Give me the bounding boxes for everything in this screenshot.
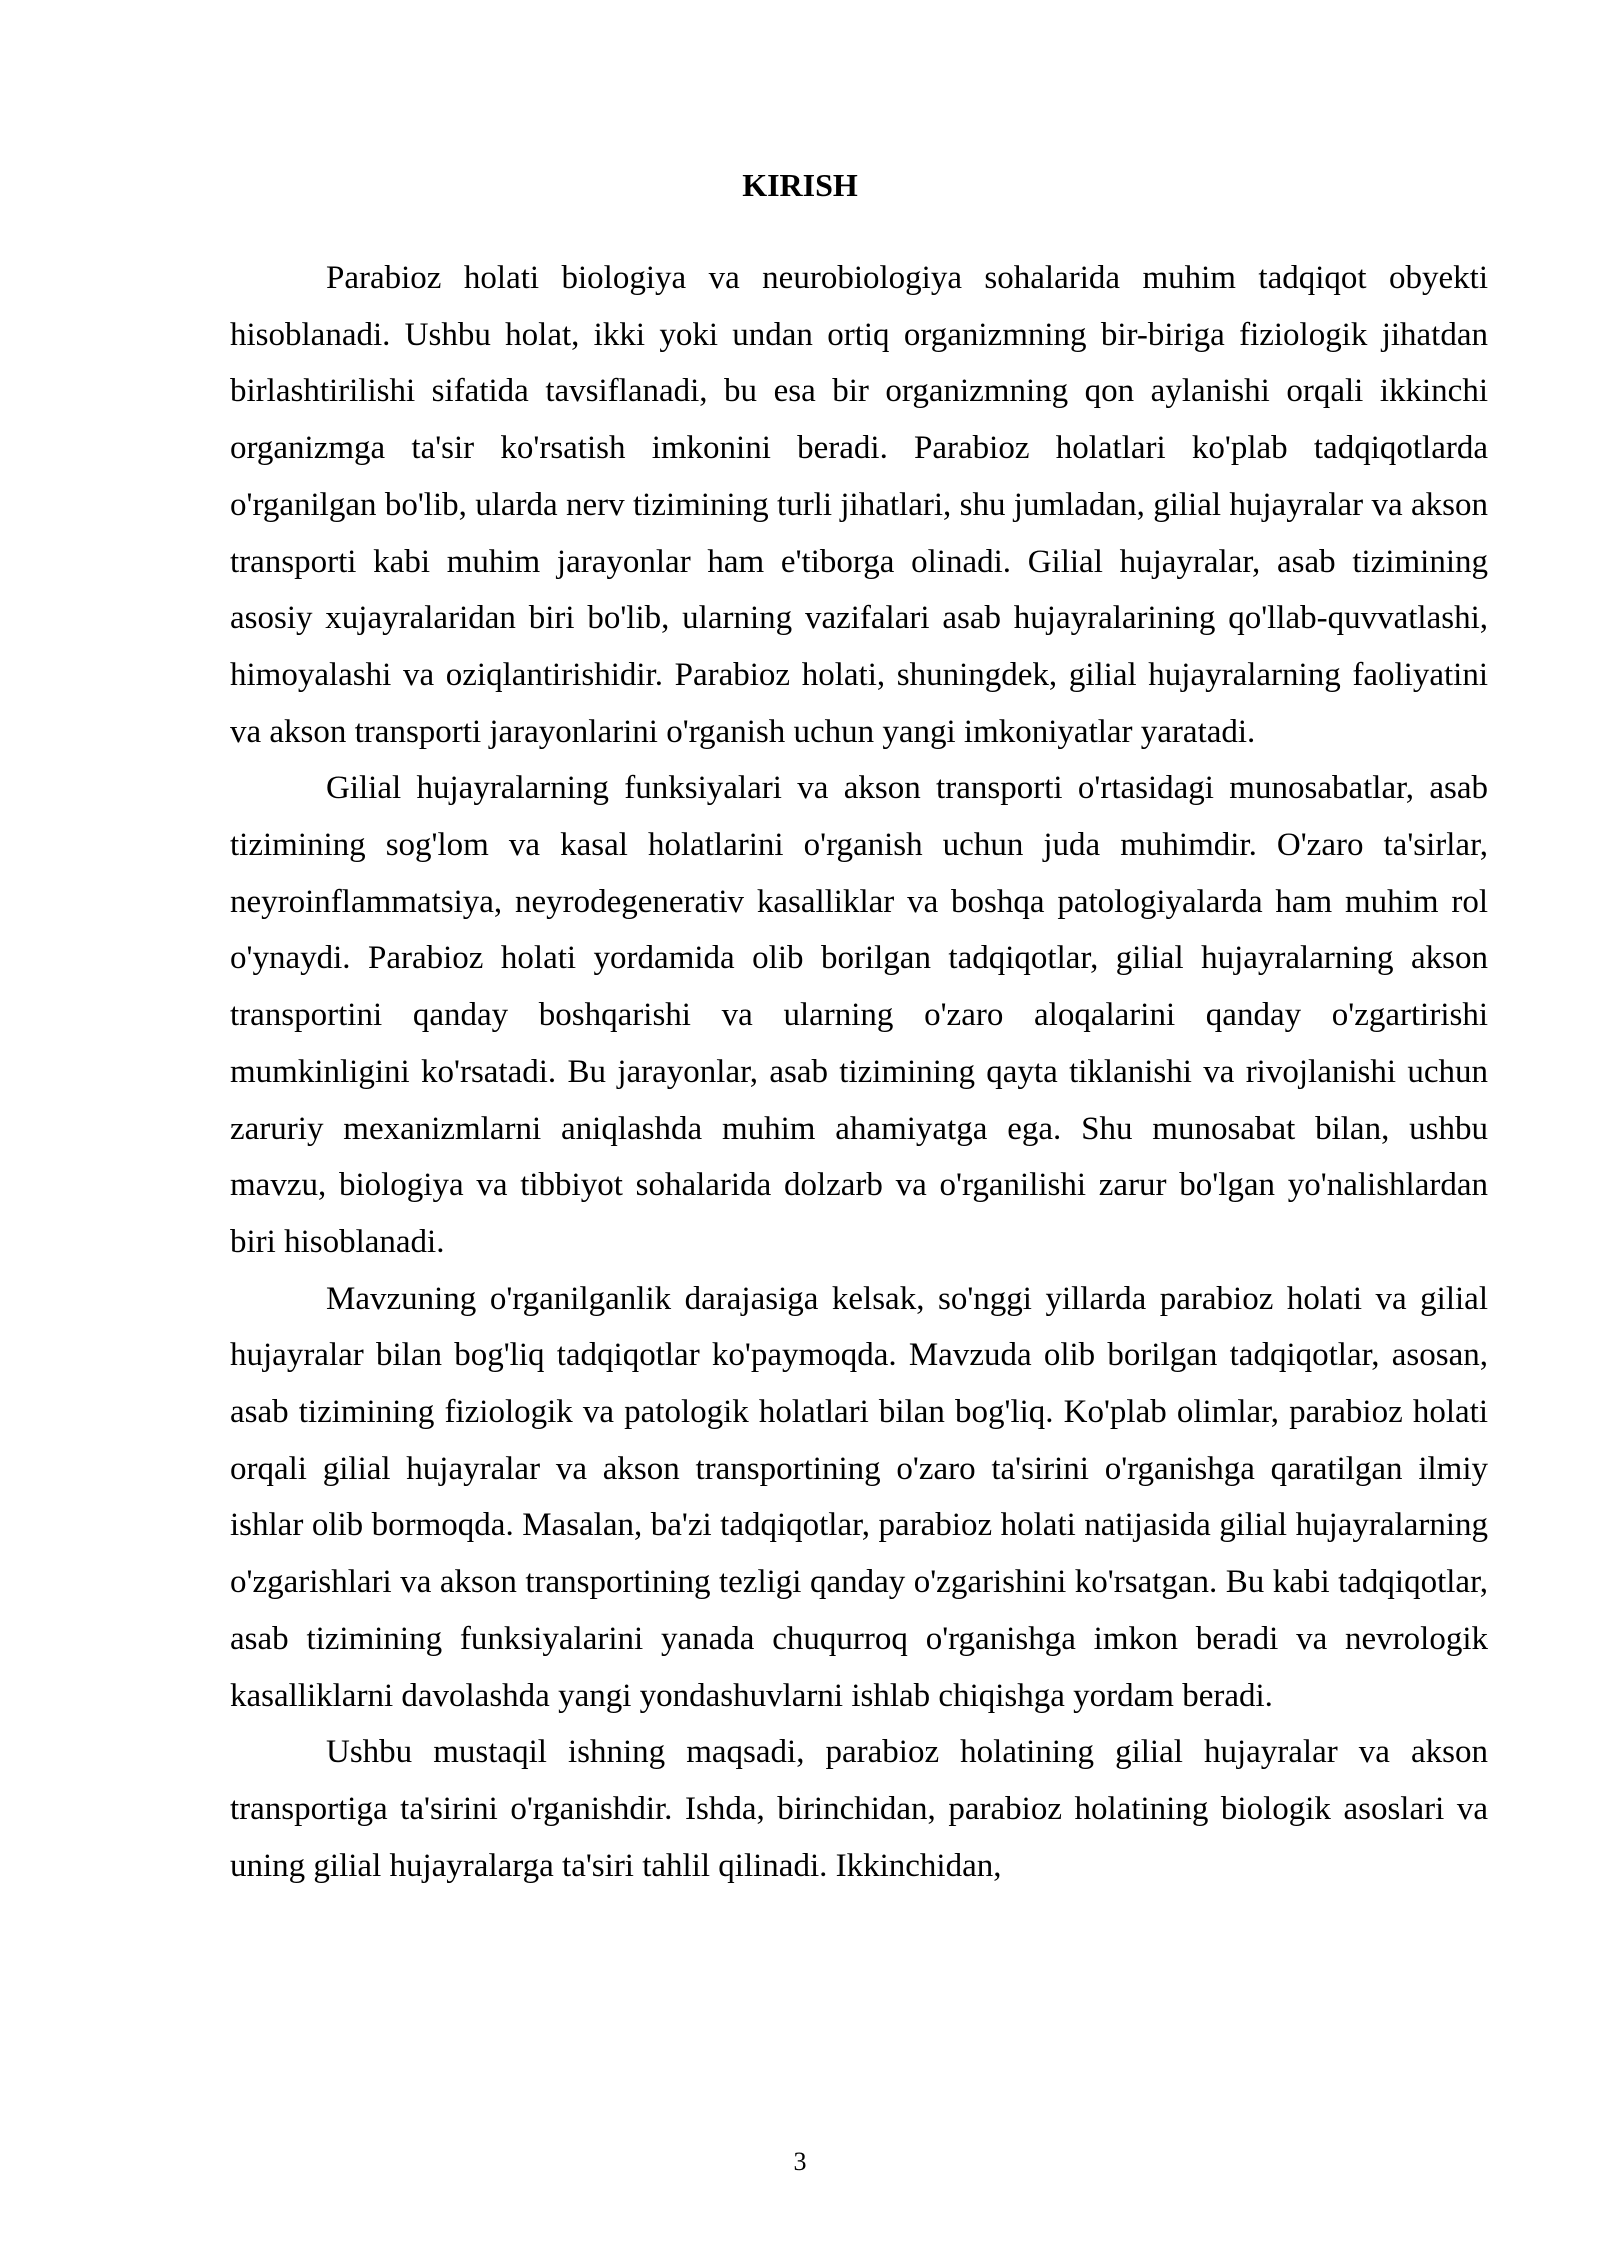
paragraph: Gilial hujayralarning funksiyalari va akson transporti o'rtasidagi munosabatlar, asab tizimining sog'lom va kasal holatlarini o'rganish uchun juda muhimdir. O'zaro ta'sirlar, neyroinflammatsiya, neyrodegenerativ kasalliklar va boshqa patologiyalarda ham muhim rol o'ynaydi. Parabioz holati yordamida olib borilgan tadqiqotlar, gilial hujayralarning akson transportini qanday boshqarishi va ularning o'zaro aloqalarini qanday o'zgartirishi mumkinligini ko'rsatadi. Bu jarayonlar, asab tizimining qayta tiklanishi va rivojlanishi uchun zaruriy mexanizmlarni aniqlashda muhim ahamiyatga ega. Shu munosabat bilan, ushbu mavzu, biologiya va tibbiyot sohalarida dolzarb va o'rganilishi zarur bo'lgan yo'nalishlardan biri hisoblanadi. xyxy=(230,770,1488,1260)
page-title: KIRISH xyxy=(742,167,858,203)
body-text xyxy=(230,250,1488,1894)
paragraph: Ushbu mustaqil ishning maqsadi, parabioz holatining gilial hujayralar va akson transportiga ta'sirini o'rganishdir. Ishda, birinchidan, parabioz holatining biologik asoslari va uning gilial hujayralarga ta'siri tahlil qilinadi. Ikkinchidan, xyxy=(230,1734,1488,1884)
paragraph: Parabioz holati biologiya va neurobiologiya sohalarida muhim tadqiqot obyekti hisoblanadi. Ushbu holat, ikki yoki undan ortiq organizmning bir-biriga fiziologik jihatdan birlashtirilishi sifatida tavsiflanadi, bu esa bir organizmning qon aylanishi orqali ikkinchi organizmga ta'sir ko'rsatish imkonini beradi. Parabioz holatlari ko'plab tadqiqotlarda o'rganilgan bo'lib, ularda nerv tizimining turli jihatlari, shu jumladan, gilial hujayralar va akson transporti kabi muhim jarayonlar ham e'tiborga olinadi. Gilial hujayralar, asab tizimining asosiy xujayralaridan biri bo'lib, ularning vazifalari asab hujayralarining qo'llab-quvvatlashi, himoyalashi va oziqlantirishidir. Parabioz holati, shuningdek, gilial hujayralarning faoliyatini va akson transporti jarayonlarini o'rganish uchun yangi imkoniyatlar yaratadi. xyxy=(230,260,1488,750)
page-number: 3 xyxy=(793,2147,807,2176)
paragraph: Mavzuning o'rganilganlik darajasiga kelsak, so'nggi yillarda parabioz holati va gilial hujayralar bilan bog'liq tadqiqotlar ko'paymoqda. Mavzuda olib borilgan tadqiqotlar, asosan, asab tizimining fiziologik va patologik holatlari bilan bog'liq. Ko'plab olimlar, parabioz holati orqali gilial hujayralar va akson transportining o'zaro ta'sirini o'rganishga qaratilgan ilmiy ishlar olib bormoqda. Masalan, ba'zi tadqiqotlar, parabioz holati natijasida gilial hujayralarning o'zgarishlari va akson transportining tezligi qanday o'zgarishini ko'rsatgan. Bu kabi tadqiqotlar, asab tizimining funksiyalarini yanada chuqurroq o'rganishga imkon beradi va nevrologik kasalliklarni davolashda yangi yondashuvlarni ishlab chiqishga yordam beradi. xyxy=(230,1280,1488,1714)
